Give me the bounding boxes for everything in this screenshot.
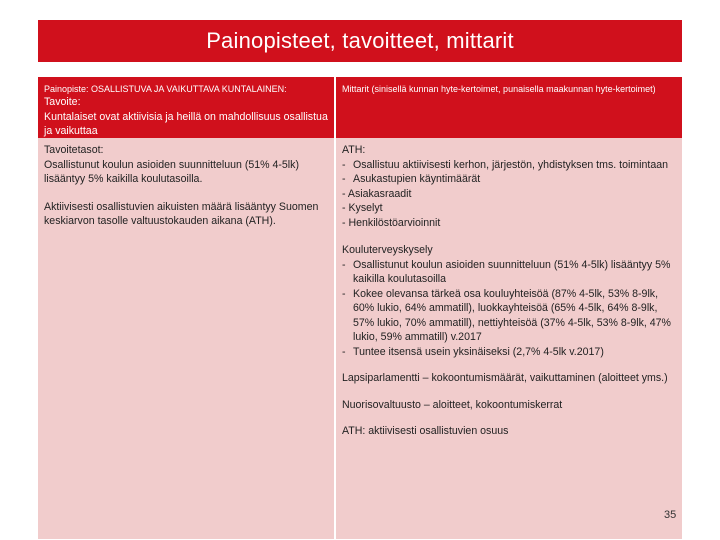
list-item: - Tuntee itsensä usein yksinäiseksi (2,7% 4-5lk v.2017) <box>342 345 678 360</box>
target-paragraph-2: Aktiivisesti osallistuvien aikuisten määrä lisääntyy Suomen keskiarvon tasolle valtuustokauden aikana (ATH). <box>44 200 319 227</box>
body-left-cell <box>38 138 334 539</box>
header-right-cell <box>334 77 682 138</box>
school-health-survey-list <box>342 258 678 360</box>
list-item: - Osallistuu aktiivisesti kerhon, järjestön, yhdistyksen tms. toimintaan <box>342 158 678 173</box>
list-item: - Henkilöstöarvioinnit <box>342 216 441 229</box>
list-item: - Osallistunut koulun asioiden suunnitteluun (51% 4-5lk) lisääntyy 5% kaikilla koulutasoilla <box>342 258 678 287</box>
school-health-survey-heading: Kouluterveyskysely <box>342 244 433 256</box>
youth-council-metric: Nuorisovaltuusto – aloitteet, kokoontumiskerrat <box>342 398 563 411</box>
goal-label: Tavoite: <box>44 96 81 108</box>
metrics-header-text: Mittarit (sinisellä kunnan hyte-kertoimet, punaisella maakunnan hyte-kertoimet) <box>342 84 656 94</box>
slide-title: Painopisteet, tavoitteet, mittarit <box>206 28 514 53</box>
list-item: - Kokee olevansa tärkeä osa kouluyhteisöä (87% 4-5lk, 53% 8-9lk, 60% lukio, 64% ammatill), luokkayhteisöä (65% 4-5lk, 64% 8-9lk, 57% lukio, 70% ammatill), nettiyhteisöä (37% 4-5lk, 53% 8-9lk, 47% lukio, 59% ammatill) v.2017 <box>342 287 678 345</box>
list-item: - Asiakasraadit <box>342 187 412 200</box>
table-body-row <box>38 138 682 539</box>
goal-text: Kuntalaiset ovat aktiivisia ja heillä on mahdollisuus osallistua ja vaikuttaa <box>44 110 328 137</box>
table-header-row <box>38 77 682 138</box>
slide-title-bar <box>38 20 682 62</box>
list-item: - Asukastupien käyntimäärät <box>342 172 678 187</box>
ath-list <box>342 158 678 187</box>
target-levels-heading: Tavoitetasot: <box>44 144 104 156</box>
header-left-cell <box>38 77 334 138</box>
focus-area-label: Painopiste: OSALLISTUVA JA VAIKUTTAVA KUNTALAINEN: <box>44 84 287 94</box>
ath-heading: ATH: <box>342 144 366 156</box>
target-paragraph-1: Osallistunut koulun asioiden suunnitteluun (51% 4-5lk) lisääntyy 5% kaikilla koulutasoilla. <box>44 158 299 185</box>
ath-share-metric: ATH: aktiivisesti osallistuvien osuus <box>342 425 509 437</box>
content-table <box>38 77 682 539</box>
children-parliament-metric: Lapsiparlamentti – kokoontumismäärät, vaikuttaminen (aloitteet yms.) <box>342 372 668 384</box>
page-number: 35 <box>664 509 677 521</box>
list-item: - Kyselyt <box>342 202 383 214</box>
body-right-cell <box>334 138 682 539</box>
